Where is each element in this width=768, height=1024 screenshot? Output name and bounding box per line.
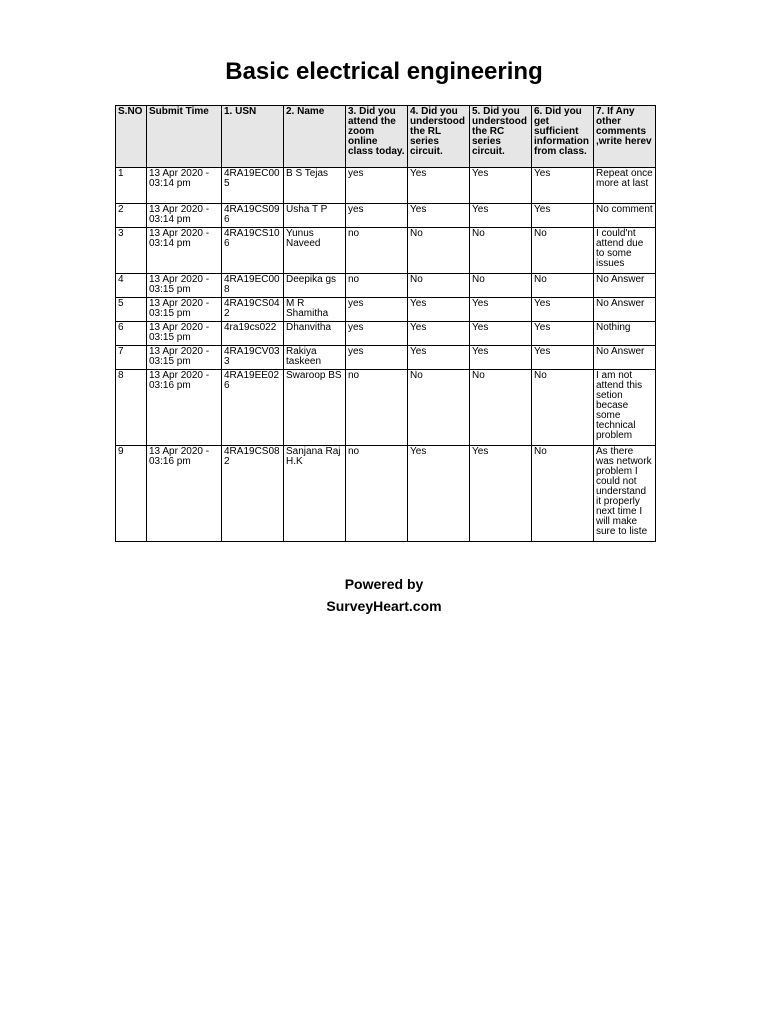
- cell-q6: Yes: [532, 204, 594, 228]
- cell-q4: No: [408, 370, 470, 446]
- cell-name: Swaroop BS: [284, 370, 346, 446]
- cell-q3: no: [346, 370, 408, 446]
- cell-q7: As there was network problem I could not understand it properly next time I will make sure to liste: [594, 446, 656, 542]
- cell-q4: Yes: [408, 204, 470, 228]
- cell-q4: No: [408, 228, 470, 274]
- cell-usn: 4RA19CS042: [222, 298, 284, 322]
- cell-name: M R Shamitha: [284, 298, 346, 322]
- cell-q3: yes: [346, 168, 408, 204]
- cell-sno: 2: [116, 204, 147, 228]
- cell-q5: No: [470, 228, 532, 274]
- cell-q6: No: [532, 228, 594, 274]
- table-row: [116, 346, 656, 370]
- cell-q5: Yes: [470, 446, 532, 542]
- table-row: [116, 168, 656, 204]
- cell-q5: Yes: [470, 346, 532, 370]
- table-row: [116, 274, 656, 298]
- cell-sno: 7: [116, 346, 147, 370]
- cell-name: B S Tejas: [284, 168, 346, 204]
- table-row: [116, 322, 656, 346]
- powered-by-footer: [0, 573, 768, 617]
- cell-q7: No comment: [594, 204, 656, 228]
- table-row: [116, 298, 656, 322]
- col-header-name: 2. Name: [284, 106, 346, 168]
- cell-usn: 4RA19EC008: [222, 274, 284, 298]
- cell-q4: Yes: [408, 446, 470, 542]
- cell-q4: No: [408, 274, 470, 298]
- cell-q6: Yes: [532, 298, 594, 322]
- footer-powered-by-text: Powered by: [344, 576, 424, 592]
- cell-sno: 6: [116, 322, 147, 346]
- cell-q5: Yes: [470, 322, 532, 346]
- cell-name: Sanjana Raj H.K: [284, 446, 346, 542]
- cell-q3: yes: [346, 346, 408, 370]
- cell-q7: No Answer: [594, 298, 656, 322]
- cell-submit-time: 13 Apr 2020 - 03:14 pm: [147, 204, 222, 228]
- cell-sno: 4: [116, 274, 147, 298]
- header-row: [116, 106, 656, 168]
- cell-q7: No Answer: [594, 346, 656, 370]
- cell-name: Yunus Naveed: [284, 228, 346, 274]
- cell-submit-time: 13 Apr 2020 - 03:15 pm: [147, 322, 222, 346]
- responses-table: [115, 105, 656, 542]
- cell-name: Deepika gs: [284, 274, 346, 298]
- cell-q5: Yes: [470, 298, 532, 322]
- cell-usn: 4RA19CS106: [222, 228, 284, 274]
- col-header-q3: 3. Did you attend the zoom online class today.: [346, 106, 408, 168]
- cell-sno: 9: [116, 446, 147, 542]
- col-header-submit-time: Submit Time: [147, 106, 222, 168]
- cell-q3: yes: [346, 204, 408, 228]
- cell-sno: 3: [116, 228, 147, 274]
- cell-sno: 8: [116, 370, 147, 446]
- col-header-q6: 6. Did you get sufficient information from class.: [532, 106, 594, 168]
- table-row: [116, 370, 656, 446]
- cell-submit-time: 13 Apr 2020 - 03:16 pm: [147, 370, 222, 446]
- cell-q7: No Answer: [594, 274, 656, 298]
- col-header-usn: 1. USN: [222, 106, 284, 168]
- cell-submit-time: 13 Apr 2020 - 03:15 pm: [147, 298, 222, 322]
- cell-q3: no: [346, 446, 408, 542]
- cell-name: Usha T P: [284, 204, 346, 228]
- cell-q4: Yes: [408, 168, 470, 204]
- document-title: Basic electrical engineering: [225, 58, 543, 85]
- cell-sno: 1: [116, 168, 147, 204]
- cell-usn: 4RA19EC005: [222, 168, 284, 204]
- cell-q6: Yes: [532, 168, 594, 204]
- cell-submit-time: 13 Apr 2020 - 03:16 pm: [147, 446, 222, 542]
- cell-usn: 4ra19cs022: [222, 322, 284, 346]
- cell-q7: I am not attend this setion becase some technical problem: [594, 370, 656, 446]
- footer-brand-text: SurveyHeart.com: [326, 598, 442, 614]
- cell-submit-time: 13 Apr 2020 - 03:15 pm: [147, 274, 222, 298]
- cell-submit-time: 13 Apr 2020 - 03:14 pm: [147, 228, 222, 274]
- cell-q5: No: [470, 274, 532, 298]
- cell-q6: Yes: [532, 346, 594, 370]
- col-header-q5: 5. Did you understood the RC series circuit.: [470, 106, 532, 168]
- cell-name: Dhanvitha: [284, 322, 346, 346]
- table-row: [116, 204, 656, 228]
- cell-q6: Yes: [532, 322, 594, 346]
- cell-name: Rakiya taskeen: [284, 346, 346, 370]
- cell-submit-time: 13 Apr 2020 - 03:15 pm: [147, 346, 222, 370]
- cell-q4: Yes: [408, 322, 470, 346]
- cell-q5: Yes: [470, 168, 532, 204]
- col-header-sno: S.NO: [116, 106, 147, 168]
- cell-usn: 4RA19CV033: [222, 346, 284, 370]
- cell-submit-time: 13 Apr 2020 - 03:14 pm: [147, 168, 222, 204]
- cell-q3: no: [346, 228, 408, 274]
- cell-q6: No: [532, 274, 594, 298]
- cell-q7: Repeat once more at last: [594, 168, 656, 204]
- cell-q4: Yes: [408, 346, 470, 370]
- cell-usn: 4RA19EE026: [222, 370, 284, 446]
- cell-q3: no: [346, 274, 408, 298]
- cell-q3: yes: [346, 322, 408, 346]
- col-header-q4: 4. Did you understood the RL series circuit.: [408, 106, 470, 168]
- table-row: [116, 228, 656, 274]
- cell-q3: yes: [346, 298, 408, 322]
- cell-sno: 5: [116, 298, 147, 322]
- col-header-q7: 7. If Any other comments ,write herev: [594, 106, 656, 168]
- cell-q6: No: [532, 446, 594, 542]
- cell-usn: 4RA19CS096: [222, 204, 284, 228]
- cell-q6: No: [532, 370, 594, 446]
- cell-q5: No: [470, 370, 532, 446]
- cell-usn: 4RA19CS082: [222, 446, 284, 542]
- cell-q7: I could'nt attend due to some issues: [594, 228, 656, 274]
- cell-q7: Nothing: [594, 322, 656, 346]
- cell-q5: Yes: [470, 204, 532, 228]
- table-row: [116, 446, 656, 542]
- cell-q4: Yes: [408, 298, 470, 322]
